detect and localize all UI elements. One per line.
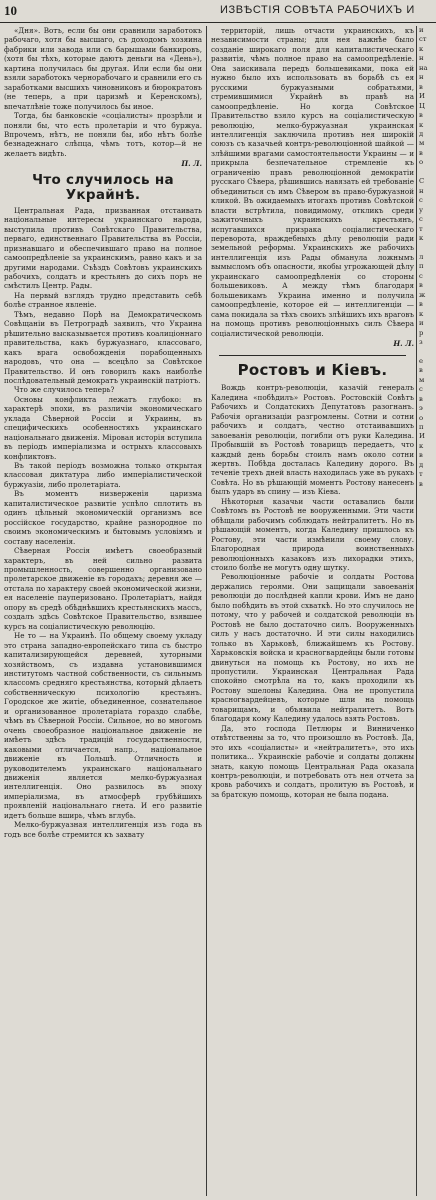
article-body — [211, 383, 414, 799]
paragraph: Мелко-буржуазная интеллигенція изъ года въ годъ все болѣе стремится къ захвату — [4, 820, 202, 839]
cropped-text-fragment: с — [419, 271, 423, 280]
cropped-text-fragment: в — [419, 366, 423, 375]
cropped-text-fragment: м — [419, 375, 425, 384]
cropped-text-fragment: и — [419, 26, 424, 34]
column-divider — [416, 26, 417, 1196]
cropped-text-fragment: т — [419, 470, 423, 479]
paragraph: Сѣверная Россія имѣетъ своеобразный характеръ, въ ней сильно развита промышленность, совершенно организовано пролетарское движеніе въ городахъ; деревня же — отстала по характеру своей экономической жизни, ея населеніе пауперизовано. Пролетаріатъ, найдя опору въ средѣ обѣднѣвшихъ крестьянскихъ массъ, создалъ здѣсь Совѣтское Правительство, взявшее курсъ на соціалистическую революцію. — [4, 546, 202, 631]
cropped-text-fragment: п — [419, 262, 424, 271]
paragraph: Тогда, бы банковскіе «соціалисты» прозрѣли и поняли бы, что есть пролетаріи и что буржуа. Впрочемъ, нѣтъ, не поняли бы, ибо нѣтъ болѣе безнадежнаго слѣпца, чѣмъ тотъ, котор—й не желаетъ видѣть. — [4, 111, 202, 158]
cropped-text-fragment: И — [419, 92, 425, 101]
cropped-text-fragment — [419, 243, 436, 252]
running-title: ИЗВѢСТІЯ СОВѢТА РАБОЧИХЪ И — [220, 4, 415, 16]
cropped-text-fragment: н — [419, 54, 424, 63]
right-column — [211, 26, 414, 1198]
cropped-text-fragment: в — [419, 148, 423, 157]
cropped-text-fragment: н — [419, 186, 424, 195]
cropped-text-fragment: у — [419, 205, 423, 214]
paragraph: Вождь контръ-революціи, казачій генералъ Каледина «побѣдилъ» Ростовъ. Ростовскій Совѣтъ Рабочихъ и Солдатскихъ Депутатовъ разогнанъ. Рабочія организаціи разгромлены. Сотни и сотни рабочихъ и солдатъ, честно отстаивавшихъ завоеванія революціи, погибли отъ руки Каледина. Пробывшій въ Ростовѣ товарищъ передаетъ, что каждый день борьбы стоилъ намъ около сотни жертвъ. Побѣда досталась Каледину дорого. Въ теченіе трехъ дней власть находилась уже въ рукахъ Совѣта. Но въ рѣшающій моментъ Ростову нанесенъ былъ ударъ въ спину — изъ Кіева. — [211, 383, 414, 497]
cropped-text-fragment: з — [419, 337, 423, 346]
cropped-text-fragment — [419, 168, 436, 177]
paragraph: Что же случилось теперь? — [14, 385, 115, 395]
cropped-text-fragment: в — [419, 451, 423, 460]
left-column — [4, 26, 202, 1198]
cropped-text-fragment: на — [419, 63, 428, 72]
cropped-text-fragment: в — [419, 82, 423, 91]
cropped-text-fragment: И — [419, 432, 425, 441]
cropped-text-fragment: е — [419, 356, 424, 365]
cropped-text-fragment: в — [419, 394, 423, 403]
cropped-next-column — [419, 26, 436, 1198]
paragraph: территорій, лишь отчасти украинскихъ, къ независимости страны; для нея важнѣе было созданіе широкаго поля для капиталистическаго развитія, чѣмъ полное право на самоопредѣленіе. Она заискивала передъ большевиками, пока ей нужно было ихъ использовать въ борьбѣ съ ея русскими буржуазными собратьями, стремившимися Украйнѣ въ правѣ на самоопредѣленіе. Но когда Совѣтское Правительство взяло курсъ на соціалистическую революцію, мелко-буржуазная украинская интеллигенція заключила противъ нея широкій союзъ съ казачьей контръ-революціонной шайкой — злѣйшими врагами самостоятельности Украины — и прикрыла безпечательное стремленіе къ ограниченію правъ революціонной демократіи русскаго Сѣвера, рѣшившись навязать ей требованіе объединиться съ имъ Сѣвером въ право-буржуазной кликой. Въ ожидаемыхъ итогахъ противъ Совѣтской власти встрѣтила, повидимому, откликъ среди зажиточныхъ украинскихъ крестьянъ, испугавшихся призрака соціалистическаго переворота, враждебныхъ дѣлу революціи ради земельной реформы. Украинскихъ же рабочихъ интеллигенція изъ Рады обманула ложнымъ вымысломъ объ опасности, якобы угрожающей дѣлу украинскаго самоопредѣленія со стороны большевиковъ. А между тѣмъ благодаря большевикамъ Украина именно и получила самоопредѣленіе, которое ей — интеллигенціи —сама покидала за тѣхъ своихъ злѣйшихъ ихъ враговъ на помощь противъ революціонныхъ силъ Сѣвера соціалистической революціи. — [211, 26, 414, 338]
cropped-text-fragment: к — [419, 44, 424, 53]
cropped-text-fragment: к — [419, 233, 424, 242]
paragraph: Въ такой періодъ возможна только открытая классовая диктатура либо имперіалистической буржуазіи, либо пролетаріата. — [4, 461, 202, 489]
article-headline: Ростовъ и Кіевъ. — [237, 361, 388, 380]
cropped-text-fragment: в — [419, 281, 423, 290]
paragraph: Тѣмъ, недавно Порѣ на Демократическомъ Совѣщаніи въ Петроградѣ заявилъ, что Украина рѣшительно высказывается противъ коалиціоннаго правительства, какъ буржуазнаго, классоваго, какъ врага освобожденія порабощенныхъ народовъ, что она — всецѣло за Совѣтское Правительство. И онъ говорилъ какъ наиболѣе послѣдовательный демократъ украинскій патріотъ. — [4, 309, 202, 385]
cropped-text-fragment: к — [419, 120, 424, 129]
article-continuation — [4, 26, 202, 158]
cropped-text-fragment: с — [419, 385, 423, 394]
cropped-text-fragment: о — [419, 413, 424, 422]
cropped-text-fragment: ст — [419, 35, 427, 44]
paragraph: Революціонные рабочіе и солдаты Ростова держались героями. Они защищали завоеванія революціи до послѣдней капли крови. Имъ не дано было побѣдить въ этой схваткѣ. Но это случилось не потому, что у рабочей и солдатской революціи въ Ростовѣ не было достаточно силъ. Вооруженныхъ силъ у насъ достаточно. И эти силы находились только въ Харьковѣ, ближайшемъ къ Ростову. Харьковскія войска и красногвардейцы были готовы двинуться на помощь къ Ростову, но ихъ не пропустили. Украинская Центральная Рада спокойно смотрѣла на то, какъ проходили къ Ростову эшелоны Каледина. Она не пропустила красногвардейцевъ, которые шли на помощь товарищамъ, и объявила нейтралитетъ. Вотъ благодаря кому Каледину удалось взять Ростовъ. — [211, 572, 414, 724]
paragraph: Центральная Рада, призванная отстаивать національные интересы украинскаго народа, выступила противъ Совѣтскаго Правительства, перваго, единственнаго Правительства въ Россіи, признавшаго и обеспечившаго право на полное самоопредѣленіе за украинскимъ, равно какъ и за другими народами. Съѣздъ Совѣтовъ украинскихъ рабочихъ, солдатъ и крестьянъ до сихъ поръ не смѣстилъ Центр. Рады. — [4, 205, 202, 291]
article-body — [211, 26, 414, 338]
cropped-text-fragment: в — [419, 111, 423, 120]
cropped-text-fragment: с — [419, 215, 423, 224]
cropped-text-fragment: к — [419, 441, 424, 450]
cropped-text-fragment: в — [419, 300, 423, 309]
cropped-text-fragment: д — [419, 460, 424, 469]
cropped-text-fragment — [419, 347, 436, 356]
cropped-text-fragment: к — [419, 309, 424, 318]
cropped-text-fragment: п — [419, 423, 424, 432]
paragraph: Да, это господа Петлюры и Винниченко отвѣтственны за то, что произошло въ Ростовѣ. Да, это ихъ «соціалисты» и «нейтралитетъ», это ихъ политика... Украинскіе рабочіе и солдаты должны знать, какую помощь Центральная Рада оказала контръ-революціи, и потребовать отъ нея отчета за кровь рабочихъ и солдатъ, пролитую въ Ростовѣ, и за братскую помощь, которая не была подана. — [211, 723, 414, 799]
article-body — [4, 206, 202, 839]
paragraph: Въ моментъ низверженія царизма капиталистическое развитіе успѣло сплотить въ одинъ цѣльный экономическій организмъ все россійское государство, крайне разнородное по своимъ экономическимъ и бытовымъ условіямъ и составу населенія. — [4, 489, 202, 546]
cropped-text-fragment: Ц — [419, 101, 425, 110]
paragraph: Основы конфликта лежатъ глубоко: въ характерѣ эпохи, въ различіи экономическаго уклада Сѣверной Россіи и Украины, въ специфическихъ особенностяхъ украинскаго національнаго движенія. Міровая исторія вступила въ періодъ имперіализма и острыхъ классовыхъ конфликтовъ. — [4, 394, 202, 461]
cropped-text-fragment: т — [419, 224, 423, 233]
page-number: 10 — [4, 3, 17, 18]
article-signature: П. Л. — [181, 159, 202, 169]
column-divider — [206, 26, 207, 1196]
cropped-text-fragment: в — [419, 479, 423, 488]
cropped-text-fragment: и — [419, 319, 424, 328]
article-signature: Н. Л. — [393, 338, 414, 348]
cropped-text-fragment: С — [419, 177, 425, 186]
cropped-text-fragment: р — [419, 328, 424, 337]
article-headline: Что случилось на Украйнѣ. — [32, 171, 174, 203]
cropped-text-fragment: ж — [419, 290, 426, 299]
cropped-text-fragment: э — [419, 404, 423, 413]
page-header — [0, 0, 436, 23]
article-separator — [219, 355, 406, 356]
paragraph: На первый взглядъ трудно представить себѣ болѣе странное явленіе. — [4, 290, 202, 310]
cropped-text-fragment: л — [419, 252, 424, 261]
cropped-text-fragment: м — [419, 139, 425, 148]
cropped-text-fragment: д — [419, 129, 424, 138]
paragraph: Не то — на Украинѣ. По общему своему укладу это страна западно-европейскаго типа съ быстро капитализирующейся деревней, хуторными хозяйствомъ, съ издавна установившимся институтомъ частной собственности, съ сильнымъ классомъ средняго крестьянства, который дѣлаетъ собственническую психологію крестьянъ. Городское же житіе, объединенное, сознательное и организованное пролетаріата гораздо слабѣе, чѣмъ въ Сѣверной Россіи. Сильное, но во многомъ очень своеобразное національное движеніе не имѣетъ здѣсь традицій государственности, каковыми отличается, напр., національное движеніе въ Польшѣ. Отличность и руководителемъ украинскаго національнаго движенія является мелко-буржуазная интеллигенція. Оно развилось въ эпоху имперіализма, въ атмосферѣ грубѣйшихъ проявленій національнаго гнета. И его развитіе идетъ больше вширь, чѣмъ вглубь. — [4, 631, 202, 820]
cropped-text-fragment: с — [419, 196, 423, 205]
cropped-text-fragment: о — [419, 158, 424, 167]
cropped-text-fragment: н — [419, 73, 424, 82]
paragraph: Нѣкоторыя казачьи части оставались были Совѣтомъ въ Ростовѣ не вооруженными. Эти части обѣщали рабочимъ соблюдать нейтралитетъ. Но въ рѣшающій моментъ, когда Каледину пришлось къ Ростову, эти части измѣнили своему слову. Благородная природа воинственныхъ революціонныхъ казаковъ изъ лихорадки этихъ, стоило болѣе не могутъ одну шутку. — [211, 496, 414, 573]
paragraph: «Дня». Вотъ, если бы они сравнили заработокъ рабочаго, хотя бы высшаго, съ доходомъ хозяина фабрики или завода или съ барышами банкировъ, (хотя бы тѣхъ, которые даютъ деньги на «День»), картина получилась бы другая. Или если бы они взяли заработокъ чернорабочаго и сравнили его съ заработками высшихъ чиновниковъ и бюрократовъ (не теперь, а при царизмѣ и Керенскомъ), впечатлѣніе тоже получилось бы иное. — [4, 26, 202, 111]
